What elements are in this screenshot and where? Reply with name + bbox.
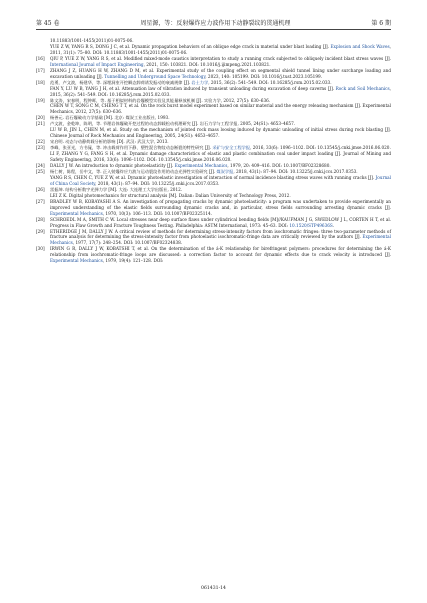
reference-link[interactable]: 煤炭学报	[216, 168, 234, 174]
reference-text-segment: 范勇，卢文波，杨建华，等. 深埋洞室开挖瞬态卸荷诱发振动的衰减规律 [J].	[50, 79, 192, 85]
reference-text-segment: 杨仁树，陈程，岳中文，等. 正入射爆炸应力波与运动裂纹作用的动态光弹性实验研究 [J].	[50, 168, 217, 174]
reference-text-segment: BRADLEY W B, KOBAYASHI A S. An investigation of propagating cracks by dynamic photoelasticity: a program was undertaken to provide experimentally an improved understanding of the elastic fields surrounding dynamic cracks and, in particular, stress fields surrounding arresting dynamic cracks [J].	[50, 198, 391, 210]
reference-number: [25]	[36, 168, 45, 174]
reference-text-segment: 宋启明. 动态与动静荷载分析的影响 [D]. 武汉: 武汉大学, 2013.	[50, 139, 169, 145]
reference-entry	[36, 199, 391, 217]
reference-number: [26]	[36, 186, 45, 192]
reference-link[interactable]: Rock and Soil Mechanics	[335, 85, 390, 91]
reference-list	[36, 38, 391, 264]
reference-text	[50, 199, 391, 217]
reference-text-segment: 卢文波，金乾坤，陈明，等. 节理岩体爆破开挖过程的动态卸载松动机理研究 [J]. 岩石力学与工程学报, 2005, 24(S1): 4653–4657.	[50, 121, 296, 127]
reference-number: [18]	[36, 79, 45, 85]
reference-text-segment: , 2015, 36(2): 541–549. DOI: 10.16285/j.rsm.2015.02.033.	[208, 79, 332, 85]
running-title: 周星源，等：反射爆炸应力波作用下动静裂纹的贯通机理	[140, 20, 291, 27]
reference-text	[50, 68, 391, 80]
reference-link[interactable]: International Journal of Impact Engineering	[50, 61, 144, 67]
reference-text-segment: , 1970, 10(3): 106–113. DOI: 10.1007/BF02325114.	[102, 210, 213, 216]
reference-link[interactable]: 采矿与安全工程学报	[212, 145, 251, 151]
reference-text-segment: 陈文涛，宋春明，程钟晖，等. 基于相似材料的岩爆模型实验及其能量释放机制 [J]. 实验力学, 2012, 27(5): 630–636.	[50, 97, 271, 103]
reference-link[interactable]: Experimental Mechanics	[50, 234, 391, 246]
reference-number: [17]	[36, 67, 45, 73]
reference-link[interactable]: Explosion and Shock Waves	[330, 43, 390, 49]
reference-text-segment: .	[332, 222, 334, 228]
reference-text	[50, 151, 391, 163]
reference-entry	[36, 151, 391, 163]
running-header	[36, 16, 391, 30]
reference-text-segment: LU W B, JIN L, CHEN M, et al. Study on the mechanism of jointed rock mass loosing induced by dynamic unloading of initial stress during rock blasting [J]. Chinese Journal of Rock Mechanics and Engineering, 2005, 24(S1): 4653–4657.	[50, 127, 391, 139]
reference-text-segment: , 2023, 140: 105199. DOI: 10.1016/j.tust.2023.105199.	[205, 73, 323, 79]
reference-link[interactable]: Journal of China Coal Society	[50, 174, 391, 186]
reference-text	[50, 103, 391, 115]
reference-entry	[36, 68, 391, 80]
reference-text-segment: CHEN W T, SONG C M, CHENG T T, et al. On the rock burst model experiment based on similar material and the energy releasing mechanism [J]. Experimental Mechanics, 2012, 27(5): 630–636.	[50, 103, 392, 115]
reference-text-segment: , 2018, 43(1): 87–94. DOI: 10.13225/j.cnki.jccs.2017.0353.	[95, 180, 220, 186]
reference-entry	[36, 56, 391, 68]
reference-text-segment: 杨善元. 岩石爆破动力学基础 [M]. 北京: 煤炭工业出版社, 1993.	[50, 115, 170, 121]
reference-number: [24]	[36, 163, 45, 169]
reference-text-segment: 雷振坤. 结构分析数字光弹力学 [M]. 大连: 大连理工大学出版社, 2012.	[50, 186, 183, 192]
reference-number: [30]	[36, 246, 45, 252]
reference-entry	[36, 175, 391, 187]
reference-text-segment: , 1979, 19(4): 121–128. DOI:	[102, 258, 164, 264]
reference-text-segment: QIU P, YUE Z W, YANG R S, et al. Modified mixed-mode caustics interpretation to study a running crack subjected to obliquely incident blast stress waves [J].	[50, 55, 391, 61]
reference-number: [29]	[36, 228, 45, 234]
reference-text-segment: LI F, ZHANG Y G, FANG S H, et al. Dynamic damage characteristics of elastic and plastic combination coal under impact loading [J]. Journal of Mining and Safety Engineering, 2016, 33(6): 1096–1102. DOI: 10.13545/j.cnki.jmse.2016.06.020.	[50, 151, 391, 163]
reference-text-segment: FAN Y, LU W B, YANG J H, et al. Attenuation law of vibration induced by transient unloading during excavation of deep caverns [J].	[50, 85, 336, 91]
reference-text-segment: 李峰，张亚光，方书晁，等. 冲击载荷作用下静、塑性混合物纹动态断裂的特性研究 [J].	[50, 145, 213, 151]
reference-link[interactable]: 岩土力学	[191, 79, 209, 85]
reference-number: [20]	[36, 115, 45, 121]
reference-number: [23]	[36, 145, 45, 151]
reference-text-segment: ZHANG J Z, HUANG H W, ZHANG D M, et al. Experimental study of the coupling effect on segmental shield tunnel lining under surcharge loading and excavation unloading [J].	[50, 67, 391, 79]
reference-text-segment: YUE Z W, YANG R S, DONG J C, et al. Dynamic propagation behaviors of an oblique edge crack in material under blast loading [J].	[50, 43, 331, 49]
reference-text	[50, 44, 391, 56]
reference-entry	[36, 103, 391, 115]
reference-number: [28]	[36, 216, 45, 222]
reference-text	[50, 127, 391, 139]
reference-text-segment: LEI Z K. Digital photomechanics for structural analysis [M]. Dalian: Dalian University of Technology Press, 2012.	[50, 192, 291, 198]
reference-link[interactable]: 10.1520/STP49636S	[289, 222, 333, 228]
reference-text-segment: SCHROEDL M A, SMITH C W. Local stresses near deep surface flaws under cylindrical bending fields [M]//KAUFMAN J G, SWEDLOW J L, CORTEN H T, et al. Progress in Flaw Growth and Fracture Toughness Testing. Philadelphia: ASTM International, 1973: 45–63. DOI:	[50, 216, 391, 228]
reference-entry	[36, 229, 391, 247]
reference-entry	[36, 127, 391, 139]
volume-label: 第 45 卷	[36, 20, 60, 27]
issue-label: 第 6 期	[371, 20, 391, 27]
reference-number: [27]	[36, 198, 45, 204]
reference-text-segment: IRWIN G R, DALLY J W, KOBATSHI T, et al. On the determination of the á-K relationship for birefringent polymers: procedures for determining the á-K relationship from isochromatic-fringe loops are discussed: a correction factor to account for dynamic effects due to crack velocity is introduced [J].	[50, 246, 391, 258]
reference-text	[50, 175, 391, 187]
reference-text-segment: , 1977, 17(7): 248–254. DOI: 10.1007/BF02324838.	[72, 240, 183, 246]
reference-text-segment: , 2015, 36(2): 541–549. DOI: 10.16285/j.rsm.2015.02.033.	[50, 85, 391, 97]
reference-entry	[36, 246, 391, 264]
reference-number: [21]	[36, 121, 45, 127]
reference-text	[50, 86, 391, 98]
reference-text	[50, 56, 391, 68]
reference-text-segment: , 1979, 20: 409–416. DOI: 10.1007/BF02328680.	[227, 163, 331, 169]
reference-text	[50, 246, 391, 264]
reference-number: [22]	[36, 139, 45, 145]
reference-text-segment: ETHERIDGE J M, DALLY J W. A critical review of methods for determining stress-intensity factors from isochromatic fringes: three two-parameter methods of fracture analysis for determining the stress-intensity factor from photoelastic isochromatic-fringe data are critically reviewed by the authors [J].	[50, 228, 391, 240]
page-number: 061431-14	[201, 586, 226, 591]
reference-entry	[36, 217, 391, 229]
reference-entry	[36, 86, 391, 98]
reference-text	[50, 229, 391, 247]
reference-entry	[36, 44, 391, 56]
reference-link[interactable]: Experimental Mechanics	[174, 163, 228, 169]
reference-text-segment: , 2018, 43(1): 87–94. DOI: 10.13225/j.cnki.jccs.2017.0353.	[233, 168, 358, 174]
reference-text-segment: , 2016, 33(6): 1096–1102. DOI: 10.13545/j.cnki.jmse.2016.06.020.	[250, 145, 391, 151]
reference-text-segment: YANG R S, CHEN C, YUE Z W, et al. Dynamic photoelastic investigation of interaction of normal incidence blasting stress waves with running cracks [J].	[50, 174, 376, 180]
reference-text-segment: , 2021, 150: 103821. DOI: 10.1016/j.ijimpeng.2021.103821.	[143, 61, 271, 67]
reference-text-segment: 10.11883/1001-1455(2011)01-0075-06.	[50, 38, 134, 43]
reference-text-segment: DALLY J W. An introduction to dynamic photoelasticity [J].	[50, 163, 175, 169]
reference-number: [19]	[36, 97, 45, 103]
reference-link[interactable]: Tunnelling and Underground Space Technology	[104, 73, 206, 79]
reference-text-segment: , 2011, 31(1): 75–80. DOI: 10.11883/1001-1455(2011)01-0075-06.	[50, 43, 391, 55]
reference-link[interactable]: Experimental Mechanics	[50, 210, 103, 216]
reference-link[interactable]: Experimental Mechanics	[50, 258, 103, 264]
reference-number: [16]	[36, 55, 45, 61]
reference-text	[50, 217, 391, 229]
